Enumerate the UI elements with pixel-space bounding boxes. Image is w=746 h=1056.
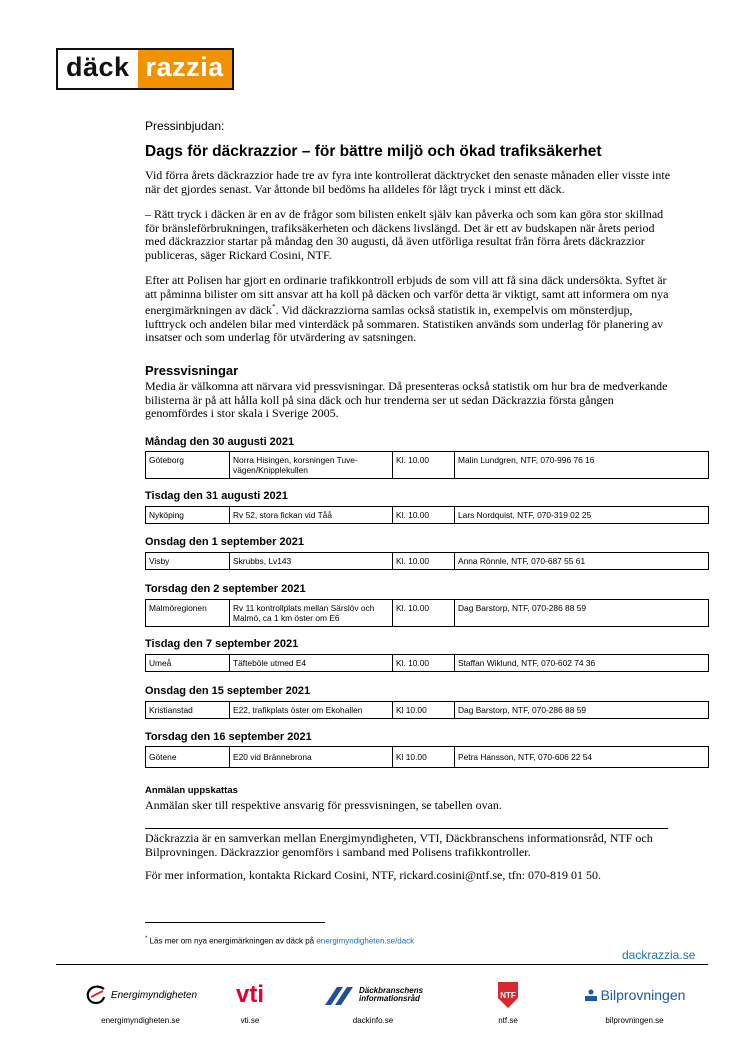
event-contact: Dag Barstorp, NTF, 070-286 88 59 (455, 600, 709, 627)
footer-divider (56, 964, 708, 965)
event-table (145, 552, 709, 570)
anmalan-heading: Anmälan uppskattas (145, 785, 238, 796)
event-place: Rv 52, stora fickan vid Tåå (230, 507, 393, 524)
table-row (146, 553, 709, 570)
intro-paragraph-3-part-2: . Vid däckrazziorna samlas också statistik in, exempelvis om mönsterdjup, lufttryck och andelen bilar med vinterdäck på sommaren. Statistiken används som underlag för planering av insatser och som underlag för utvärdering av satsningen. (145, 303, 664, 344)
table-row (146, 600, 709, 627)
intro-paragraph-1: Vid förra årets däckrazzior hade tre av fyra inte kontrollerat däcktrycket den senaste månaden eller visste inte när det gjordes senast. Var åttonde bil bedöms ha alldeles för lågt tryck i minst ett däck. (145, 168, 671, 196)
event-day: Onsdag den 1 september 2021 (145, 536, 304, 548)
partner-energimyndigheten[interactable] (78, 978, 203, 1025)
event-table (145, 654, 709, 672)
logo-part-dack: däck (58, 50, 138, 88)
press-invitation-label: Pressinbjudan: (145, 119, 225, 133)
event-table (145, 746, 709, 768)
logo-part-razzia: razzia (138, 50, 232, 88)
intro-paragraph-3-part-1: Efter att Polisen har gjort en ordinarie trafikkontroll erbjuds de som vill att få sina däck undersökta. Syftet är att påminna bilister om sitt ansvar att ha koll på däcken och varför detta är viktigt, samt att informera om nya energimärkningen av däck (145, 273, 669, 317)
event-day: Tisdag den 7 september 2021 (145, 638, 299, 650)
event-table (145, 451, 709, 479)
event-time: Kl 10.00 (393, 702, 455, 719)
partner-name: NTF (500, 990, 516, 1000)
event-place: Skrubbs, Lv143 (230, 553, 393, 570)
anmalan-text: Anmälan sker till respektive ansvarig för pressvisningen, se tabellen ovan. (145, 798, 502, 812)
footnote-mark: * (145, 936, 148, 942)
partner-url: ntf.se (498, 1016, 518, 1025)
bilprovningen-logo (572, 978, 697, 1012)
event-city: Götene (146, 747, 230, 768)
event-contact: Staffan Wiklund, NTF, 070-602 74 36 (455, 655, 709, 672)
energimyndigheten-logo (78, 978, 203, 1012)
event-table (145, 701, 709, 719)
event-time: Kl. 10.00 (393, 600, 455, 627)
page-title: Dags för däckrazzior – för bättre miljö och ökad trafiksäkerhet (145, 143, 602, 160)
tire-stripes-icon (323, 983, 357, 1007)
footnote-link[interactable]: energimyndigheten.se/dack (316, 936, 415, 946)
event-contact: Dag Barstorp, NTF, 070-286 88 59 (455, 702, 709, 719)
dackrazzia-logo (56, 48, 234, 90)
dackinfo-logo (318, 978, 428, 1012)
footnote-text: Läs mer om nya energimärkningen av däck på (149, 936, 317, 946)
intro-paragraph-2: – Rätt tryck i däcken är en av de frågor som bilisten enkelt själv kan påverka och som kan göra stor skillnad för bränsleförbrukningen, trafiksäkerheten och däckens livslängd. Det är ett av budskapen när årets period med däckrazzior startar på måndag den 30 augusti, då även utförliga resultat från förra årets däckrazzior publiceras, säger Rickard Cosini, NTF. (145, 207, 664, 262)
event-time: Kl. 10.00 (393, 507, 455, 524)
event-contact: Lars Nordquist, NTF, 070-319 02 25 (455, 507, 709, 524)
event-city: Kristianstad (146, 702, 230, 719)
table-row (146, 655, 709, 672)
contact-info: För mer information, kontakta Rickard Cosini, NTF, rickard.cosini@ntf.se, tfn: 070-819 01 50. (145, 868, 602, 882)
footnote-reference: * (272, 303, 276, 311)
event-city: Visby (146, 553, 230, 570)
event-city: Nyköping (146, 507, 230, 524)
event-city: Göteborg (146, 452, 230, 479)
event-day: Torsdag den 16 september 2021 (145, 731, 312, 743)
event-table (145, 599, 709, 627)
event-contact: Petra Hansson, NTF, 070-606 22 54 (455, 747, 709, 768)
event-day: Måndag den 30 augusti 2021 (145, 436, 295, 448)
partner-url: vti.se (240, 1016, 260, 1025)
event-city: Malmöregionen (146, 600, 230, 627)
footnote (145, 936, 414, 946)
website-link[interactable]: dackrazzia.se (622, 948, 696, 962)
intro-paragraph-3 (145, 274, 673, 345)
partner-name: vti (235, 981, 264, 1008)
event-time: Kl. 10.00 (393, 452, 455, 479)
pressvisningar-heading: Pressvisningar (145, 363, 239, 378)
partner-url: energimyndigheten.se (101, 1016, 180, 1025)
partner-name: Däckbranschens informationsråd (359, 986, 424, 1003)
swirl-icon (84, 983, 108, 1007)
event-contact: Malin Lundgren, NTF, 070-996 76 16 (455, 452, 709, 479)
vti-logo (215, 978, 285, 1012)
event-city: Umeå (146, 655, 230, 672)
event-place: E22, trafikplats öster om Ekohallen (230, 702, 393, 719)
table-row (146, 702, 709, 719)
about-text: Däckrazzia är en samverkan mellan Energimyndigheten, VTI, Däckbranschens informationsråd, NTF och Bilprovningen. Däckrazzior genomförs i samband med Polisens trafikkontroller. (145, 831, 653, 859)
event-place: Norra Hisingen, korsningen Tuve-vägen/Knipplekullen (230, 452, 393, 479)
partner-name: Energimyndigheten (110, 989, 198, 1001)
partner-name: Bilprovningen (600, 987, 686, 1003)
partner-url: bilprovningen.se (605, 1016, 664, 1025)
pressvisningar-text: Media är välkomna att närvara vid pressvisningar. Då presenteras också statistik om hur bra de medverkande bilisterna är på att hålla koll på sina däck och hur trenderna ser ut sedan Däckrazzia första gången genomfördes i stor skala i Sverige 2005. (145, 379, 668, 420)
event-time: Kl. 10.00 (393, 655, 455, 672)
event-place: E20 vid Brännebrona (230, 747, 393, 768)
event-place: Rv 11 kontrollplats mellan Särslöv och Malmö, ca 1 km öster om E6 (230, 600, 393, 627)
event-table (145, 506, 709, 524)
event-day: Tisdag den 31 augusti 2021 (145, 490, 288, 502)
table-row (146, 452, 709, 479)
footnote-divider (145, 922, 325, 923)
event-day: Torsdag den 2 september 2021 (145, 583, 306, 595)
partner-bilprovningen[interactable] (572, 978, 697, 1025)
partner-ntf[interactable] (478, 978, 538, 1025)
person-icon (584, 989, 598, 1001)
event-day: Onsdag den 15 september 2021 (145, 685, 311, 697)
partner-vti[interactable] (215, 978, 285, 1025)
event-time: Kl 10.00 (393, 747, 455, 768)
event-time: Kl. 10.00 (393, 553, 455, 570)
divider (145, 828, 668, 829)
partner-dackinfo[interactable] (318, 978, 428, 1025)
event-contact: Anna Rönnle, NTF, 070-687 55 61 (455, 553, 709, 570)
event-place: Täfteböle utmed E4 (230, 655, 393, 672)
partner-url: dackinfo.se (352, 1016, 394, 1025)
ntf-logo (478, 978, 538, 1012)
table-row (146, 747, 709, 768)
table-row (146, 507, 709, 524)
